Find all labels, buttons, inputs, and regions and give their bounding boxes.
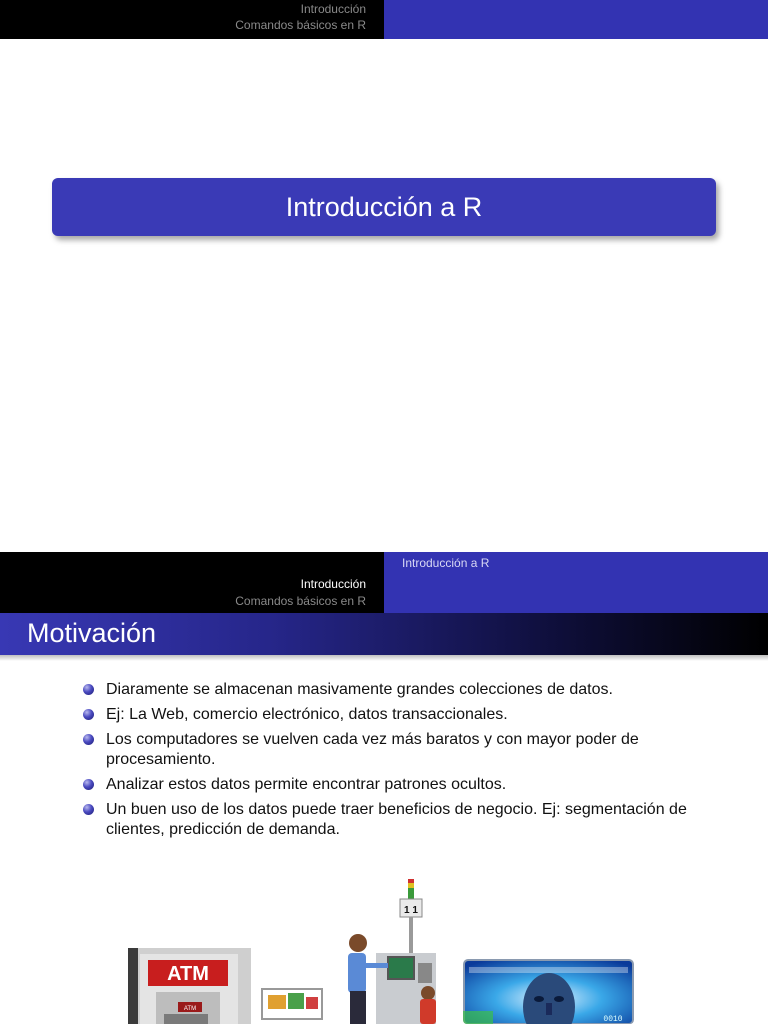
- list-item: [82, 775, 712, 795]
- slide-title: Introducción a R: [285, 191, 483, 222]
- list-item: [82, 705, 712, 725]
- bullet-ball-icon: [83, 734, 94, 745]
- title-box: [52, 178, 716, 236]
- atm-small-text: ATM: [183, 1006, 197, 1012]
- motivation-slide: [0, 552, 768, 1024]
- bullet-ball-icon: [83, 804, 94, 815]
- nav-link-comandos[interactable]: Comandos básicos en R: [235, 594, 366, 608]
- bullet-text: Los computadores se vuelven cada vez más baratos y con mayor poder de procesamiento.: [106, 731, 639, 768]
- bullet-ball-icon: [83, 709, 94, 720]
- bullet-text: Ej: La Web, comercio electrónico, datos transaccionales.: [106, 706, 508, 723]
- frame-title-shadow: [0, 655, 768, 661]
- digital-face-photo: [463, 959, 634, 1024]
- list-item: [82, 800, 712, 840]
- bullet-text: Un buen uso de los datos puede traer beneficios de negocio. Ej: segmentación de clientes, predicción de demanda.: [106, 801, 687, 838]
- frame-title: Motivación: [27, 618, 157, 648]
- headline-bar: [0, 0, 768, 39]
- section-link-intro-r[interactable]: Introducción a R: [402, 556, 490, 570]
- bullet-text: Analizar estos datos permite encontrar patrones ocultos.: [106, 776, 507, 793]
- lane-number-text: 1 1: [404, 905, 418, 916]
- nav-link-comandos[interactable]: Comandos básicos en R: [235, 18, 366, 32]
- frame-title-bar: [0, 613, 768, 655]
- bullet-text: Diaramente se almacenan masivamente grandes colecciones de datos.: [106, 681, 613, 698]
- atm-sign-text: ATM: [167, 963, 209, 985]
- list-item: [82, 680, 712, 700]
- nav-link-introduccion[interactable]: Introducción: [300, 577, 366, 591]
- atm-photo: [128, 948, 251, 1024]
- binary-code-text: 0010: [603, 1015, 623, 1024]
- list-item: [82, 730, 712, 770]
- bullet-ball-icon: [83, 779, 94, 790]
- headline-right-panel: [384, 0, 768, 39]
- bullet-ball-icon: [83, 684, 94, 695]
- headline-bar: [0, 552, 768, 613]
- bullet-list: [82, 680, 712, 845]
- self-checkout-photo: [258, 877, 454, 1024]
- nav-link-introduccion[interactable]: Introducción: [300, 2, 366, 16]
